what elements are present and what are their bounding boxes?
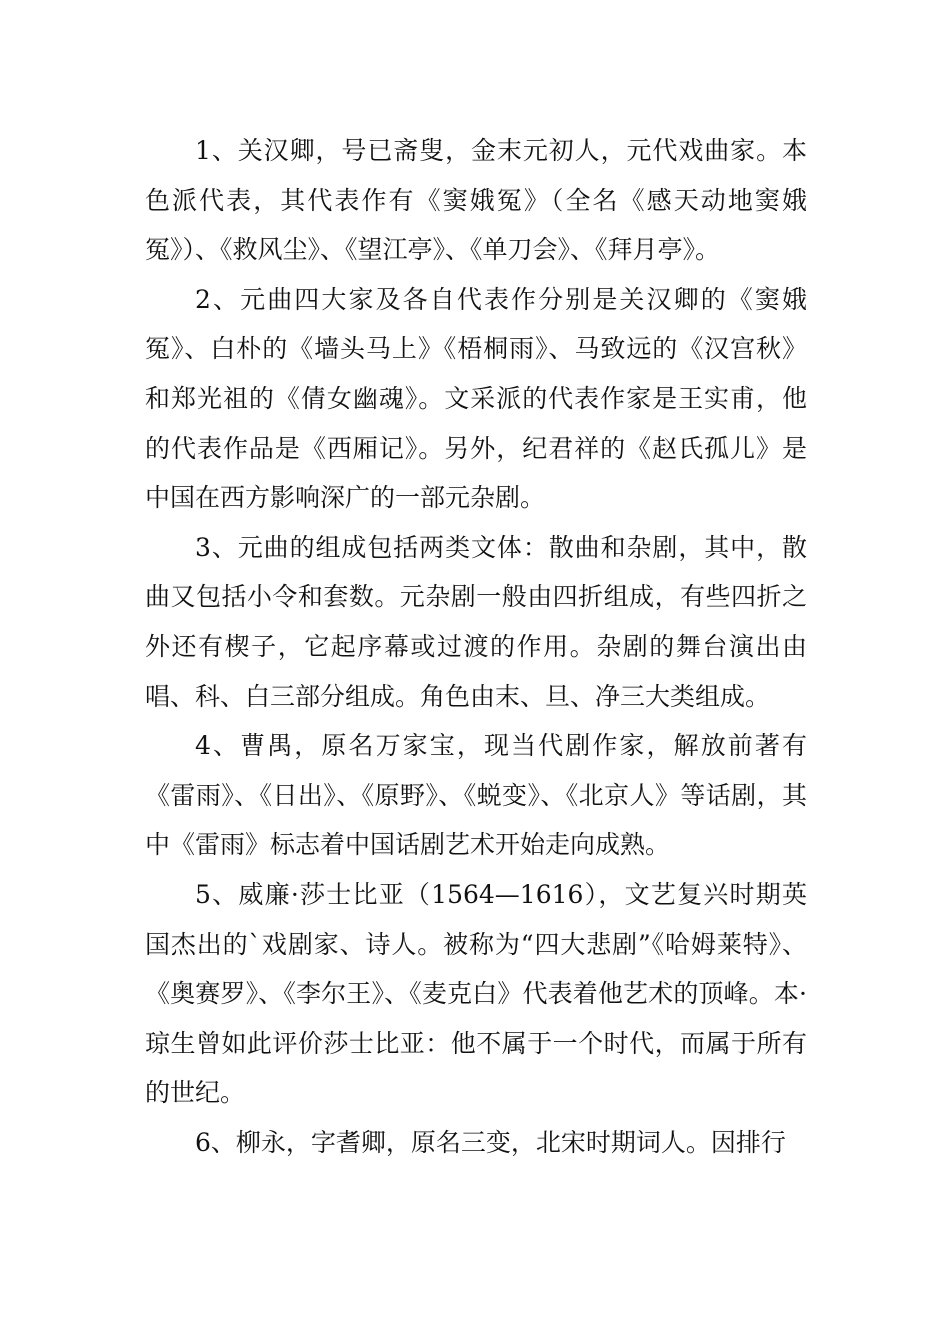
paragraph-4: 4、曹禺，原名万家宝，现当代剧作家，解放前著有《雷雨》、《日出》、《原野》、《蜕变》、《北京人》等话剧，其中《雷雨》标志着中国话剧艺术开始走向成熟。 bbox=[145, 731, 807, 860]
paragraph-6: 6、柳永，字耆卿，原名三变，北宋时期词人。因排行 bbox=[195, 1127, 786, 1157]
paragraph-3: 3、元曲的组成包括两类文体：散曲和杂剧，其中，散曲又包括小令和套数。元杂剧一般由四折组成，有些四折之外还有楔子，它起序幕或过渡的作用。杂剧的舞台演出由唱、科、白三部分组成。角色由末、旦、净三大类组成。 bbox=[145, 532, 807, 711]
paragraph-2: 2、元曲四大家及各自代表作分别是关汉卿的《窦娥冤》、白朴的《墙头马上》《梧桐雨》、马致远的《汉宫秋》和郑光祖的《倩女幽魂》。文采派的代表作家是王实甫，他的代表作品是《西厢记》。另外，纪君祥的《赵氏孤儿》是中国在西方影响深广的一部元杂剧。 bbox=[145, 284, 807, 513]
paragraph-1: 1、关汉卿，号已斋叟，金末元初人，元代戏曲家。本色派代表，其代表作有《窦娥冤》（全名《感天动地窦娥冤》）、《救风尘》、《望江亭》、《单刀会》、《拜月亭》。 bbox=[145, 136, 807, 265]
document-body bbox=[145, 126, 807, 1167]
paragraph-5: 5、威廉·莎士比亚（1564—1616），文艺复兴时期英国杰出的`戏剧家、诗人。被称为“四大悲剧”《哈姆莱特》、《奥赛罗》、《李尔王》、《麦克白》代表着他艺术的顶峰。本·琼生曾如此评价莎士比亚：他不属于一个时代，而属于所有的世纪。 bbox=[145, 879, 807, 1108]
